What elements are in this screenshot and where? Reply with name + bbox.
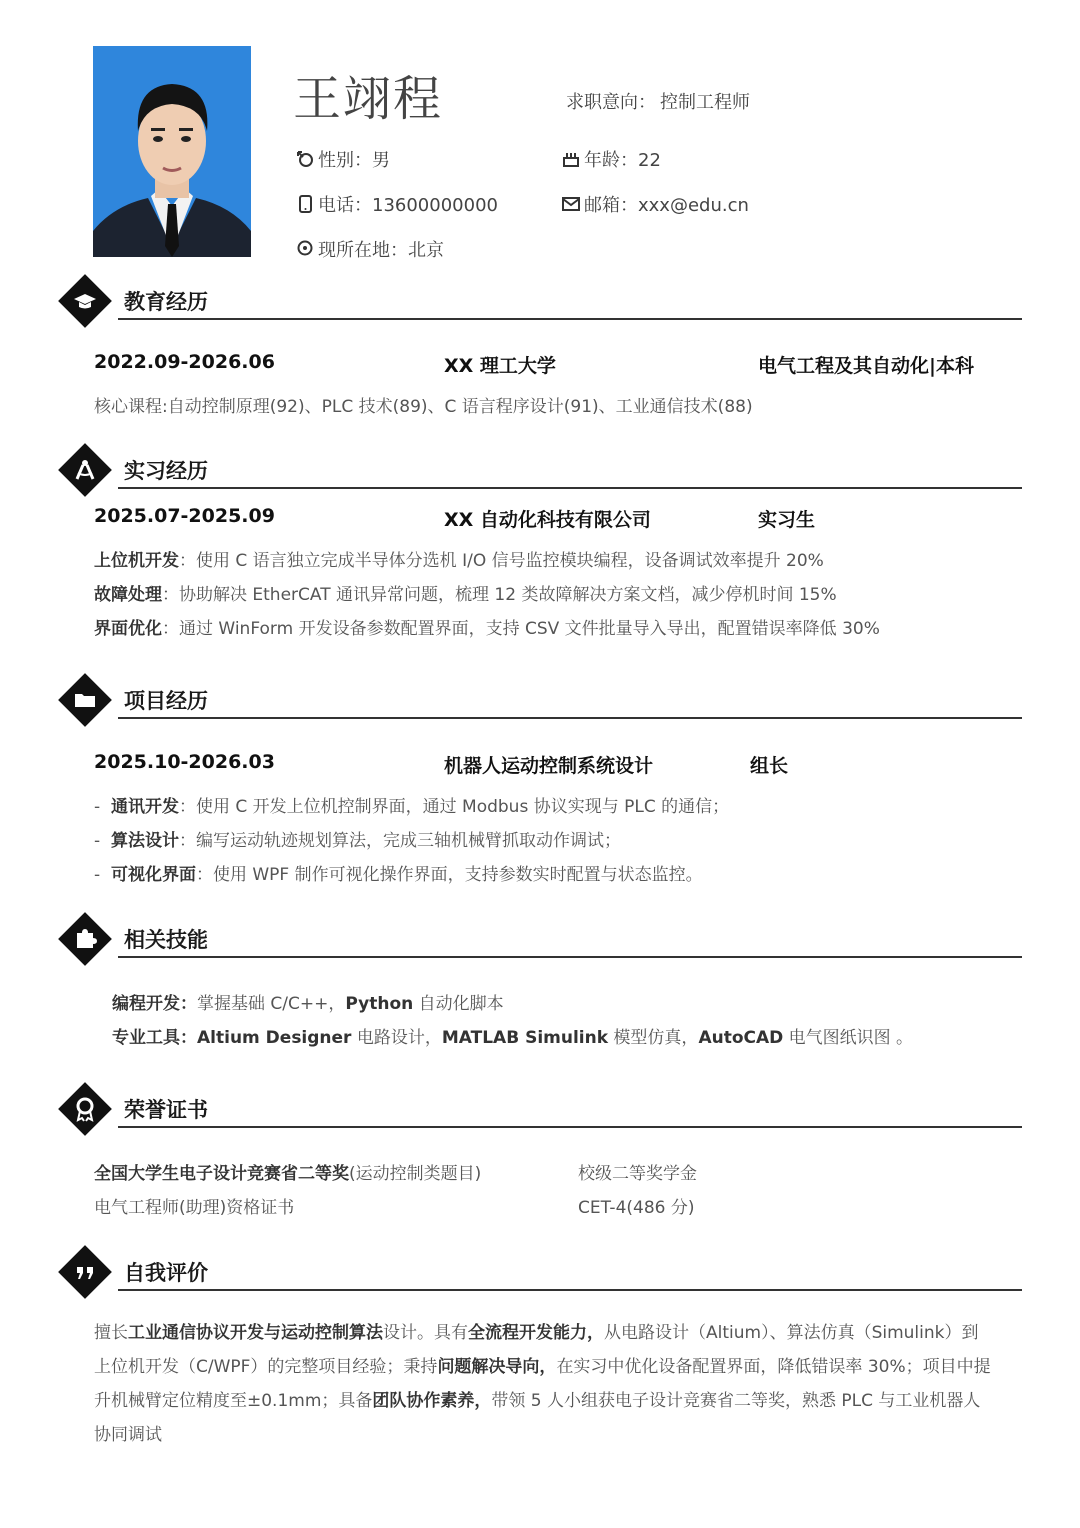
internship-item: 上位机开发：使用 C 语言独立完成半导体分选机 I/O 信号监控模块编程，设备调试效率提升 20% (94, 551, 824, 571)
graduation-cap-icon (68, 284, 102, 318)
gender-icon (296, 150, 314, 168)
section-title-honors: 荣誉证书 (124, 1098, 208, 1122)
email-text: 邮箱：xxx@edu.cn (584, 195, 749, 216)
job-intent-value: 控制工程师 (660, 92, 750, 113)
mail-icon (562, 195, 580, 213)
project-name: 机器人运动控制系统设计 (444, 755, 654, 777)
internship-company: XX 自动化科技有限公司 (444, 509, 651, 531)
section-divider (118, 1126, 1022, 1128)
section-title-education: 教育经历 (124, 290, 208, 314)
quote-icon (68, 1255, 102, 1289)
phone-text: 电话：13600000000 (318, 195, 498, 216)
candidate-name: 王翊程 (293, 71, 444, 127)
project-role: 组长 (750, 755, 789, 777)
internship-role: 实习生 (758, 509, 816, 531)
section-title-self-eval: 自我评价 (124, 1261, 208, 1285)
section-internship-header (60, 449, 1022, 503)
internship-item: 故障处理：协助解决 EtherCAT 通讯异常问题，梳理 12 类故障解决方案文档，减少停机时间 15% (94, 585, 837, 605)
cake-icon (562, 150, 580, 168)
compass-icon (68, 453, 102, 487)
section-title-internship: 实习经历 (124, 459, 208, 483)
internship-item: 界面优化：通过 WinForm 开发设备参数配置界面，支持 CSV 文件批量导入导出，配置错误率降低 30% (94, 619, 880, 639)
puzzle-icon (68, 922, 102, 956)
folder-icon (68, 683, 102, 717)
section-divider (118, 487, 1022, 489)
section-project-header (60, 679, 1022, 733)
gender-info (296, 146, 390, 172)
section-divider (118, 318, 1022, 320)
section-education-header (60, 280, 1022, 334)
honor-item: 电气工程师(助理)资格证书 (94, 1198, 295, 1218)
phone-info (296, 191, 498, 217)
education-major: 电气工程及其自动化|本科 (758, 355, 974, 377)
location-info (296, 236, 444, 262)
section-divider (118, 1289, 1022, 1291)
skill-tools: 专业工具：Altium Designer 电路设计，MATLAB Simulink 模型仿真，AutoCAD 电气图纸识图 。 (112, 1028, 914, 1048)
profile-photo (93, 46, 251, 257)
project-item: - 算法设计：编写运动轨迹规划算法，完成三轴机械臂抓取动作调试； (94, 831, 621, 851)
skill-programming: 编程开发：掌握基础 C/C++，Python 自动化脚本 (112, 994, 504, 1014)
job-intent (566, 88, 750, 114)
honor-item: CET-4(486 分) (578, 1198, 695, 1218)
education-courses: 核心课程:自动控制原理(92)、PLC 技术(89)、C 语言程序设计(91)、工业通信技术(88) (94, 397, 753, 417)
education-school: XX 理工大学 (444, 355, 556, 377)
job-intent-label: 求职意向： (566, 92, 656, 113)
award-icon (68, 1092, 102, 1126)
section-divider (118, 717, 1022, 719)
honor-item: 校级二等奖学金 (578, 1164, 697, 1184)
project-item: - 通讯开发：使用 C 开发上位机控制界面，通过 Modbus 协议实现与 PLC 的通信； (94, 797, 730, 817)
section-title-project: 项目经历 (124, 689, 208, 713)
phone-icon (296, 195, 314, 213)
section-honors-header (60, 1088, 1022, 1142)
section-self-eval-header (60, 1251, 1022, 1305)
age-info (562, 146, 661, 172)
location-text: 现所在地：北京 (318, 240, 444, 261)
age-text: 年龄：22 (584, 150, 661, 171)
section-title-skills: 相关技能 (124, 928, 208, 952)
email-info (562, 191, 749, 217)
section-divider (118, 956, 1022, 958)
honor-item: 全国大学生电子设计竞赛省二等奖(运动控制类题目) (94, 1164, 482, 1184)
section-skills-header (60, 918, 1022, 972)
project-item: - 可视化界面：使用 WPF 制作可视化操作界面，支持参数实时配置与状态监控。 (94, 865, 703, 885)
education-period: 2022.09-2026.06 (94, 351, 275, 373)
location-pin-icon (296, 240, 314, 258)
gender-text: 性别：男 (318, 150, 390, 171)
self-eval-paragraph: 擅长工业通信协议开发与运动控制算法设计。具有全流程开发能力，从电路设计（Altium）、算法仿真（Simulink）到上位机开发（C/WPF）的完整项目经验；秉持问题解决导向，在实习中优化设备配置界面，降低错误率 30%；项目中提升机械臂定位精度至±0.1mm；具备团队协作素养，带领 5 人小组获电子设计竞赛省二等奖，熟悉 PLC 与工业机器人协同调试 (94, 1323, 991, 1445)
internship-period: 2025.07-2025.09 (94, 505, 275, 527)
project-period: 2025.10-2026.03 (94, 751, 275, 773)
